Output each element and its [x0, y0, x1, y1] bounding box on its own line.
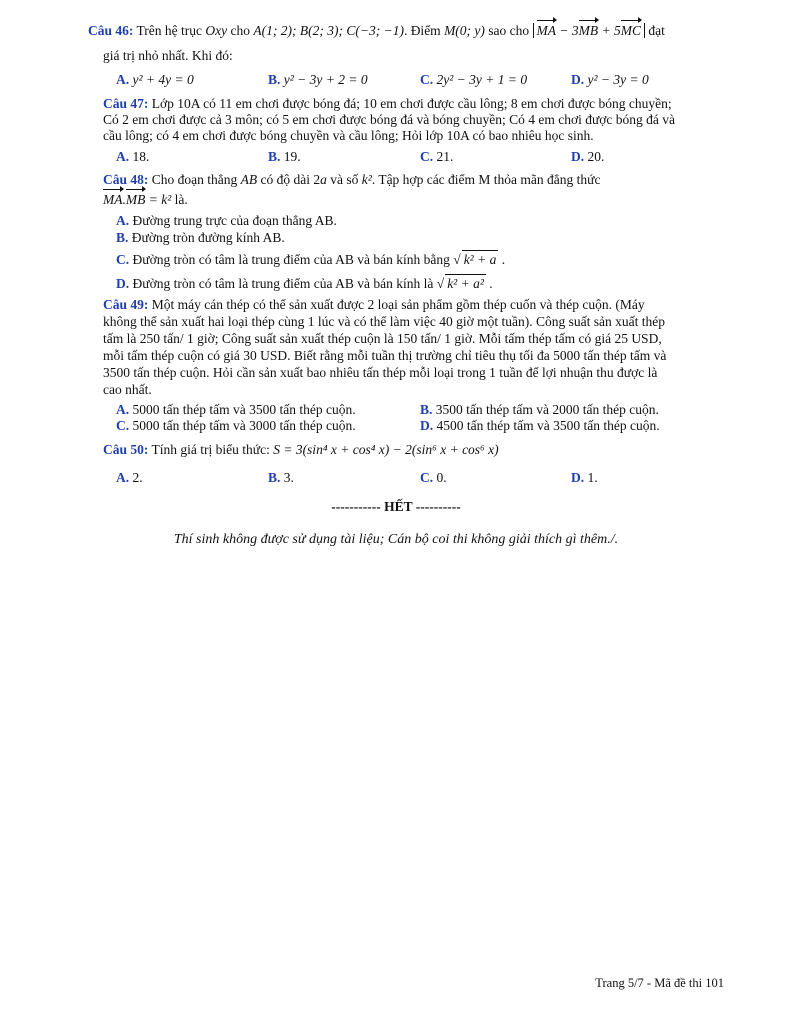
option-label: D.: [571, 149, 585, 164]
question-46-options: [116, 71, 716, 89]
points-formula: A(1; 2); B(2; 3); C(−3; −1): [253, 23, 404, 38]
option-label: A.: [116, 213, 130, 228]
question-text: có độ dài 2: [260, 172, 321, 187]
option-d[interactable]: [571, 469, 598, 486]
option-text: 19.: [283, 149, 301, 164]
vector-mb: MB: [578, 23, 599, 38]
option-text: 20.: [587, 149, 605, 164]
radicand: k² + a²: [447, 276, 484, 291]
option-label: A.: [116, 72, 130, 87]
option-label: B.: [420, 402, 433, 417]
equals-k2: = k²: [145, 192, 172, 207]
question-number: Câu 47:: [103, 96, 149, 111]
option-label: C.: [116, 252, 130, 267]
option-text: y² − 3y = 0: [587, 72, 649, 87]
question-49-line-6: cao nhất.: [103, 382, 152, 397]
option-a[interactable]: [116, 401, 356, 418]
question-number: Câu 49:: [103, 297, 149, 312]
option-d[interactable]: [571, 148, 604, 165]
option-text: 3500 tấn thép tấm và 2000 tấn thép cuộn.: [435, 402, 659, 417]
option-label: C.: [420, 72, 434, 87]
option-label: D.: [571, 470, 585, 485]
axes-label: Oxy: [205, 23, 228, 38]
option-text: 0.: [436, 470, 447, 485]
option-b[interactable]: [420, 401, 659, 418]
end-mark: ----------- HẾT ----------: [331, 499, 461, 514]
option-label: C.: [420, 470, 434, 485]
question-50-options: [116, 469, 716, 487]
option-text: y² − 3y + 2 = 0: [283, 72, 368, 87]
question-47-line-1: [103, 95, 725, 112]
option-label: B.: [116, 230, 129, 245]
vector-mc: MC: [620, 23, 642, 38]
option-text: Đường tròn đường kính AB.: [131, 230, 285, 245]
option-label: D.: [116, 276, 130, 291]
radicand: k² + a: [463, 252, 497, 267]
option-label: C.: [116, 418, 130, 433]
operator: − 3: [556, 23, 579, 38]
question-46-line-1: [88, 22, 728, 39]
option-label: D.: [571, 72, 585, 87]
option-b[interactable]: [268, 469, 294, 486]
option-a[interactable]: [116, 71, 194, 88]
option-label: B.: [268, 470, 281, 485]
option-d[interactable]: [571, 71, 649, 88]
option-text: 21.: [436, 149, 454, 164]
question-text: . Tập hợp các điểm M thỏa mãn đẳng thức: [371, 172, 601, 187]
option-b[interactable]: [268, 71, 368, 88]
question-47-options: [116, 148, 716, 166]
option-text: 18.: [132, 149, 150, 164]
option-label: B.: [268, 72, 281, 87]
question-49-options-row-2: [116, 417, 716, 435]
question-text: . Điểm: [403, 23, 441, 38]
option-text: Đường trung trực của đoạn thẳng AB.: [132, 213, 337, 228]
option-label: A.: [116, 470, 130, 485]
question-48-line-1: [103, 171, 725, 188]
option-label: A.: [116, 402, 130, 417]
question-number: Câu 46:: [88, 23, 134, 38]
option-text: y² + 4y = 0: [132, 72, 194, 87]
question-48-line-2: [103, 191, 725, 208]
option-a[interactable]: [116, 469, 143, 486]
option-text: 1.: [587, 470, 598, 485]
option-text: 5000 tấn thép tấm và 3000 tấn thép cuộn.: [132, 418, 356, 433]
operator: + 5: [598, 23, 621, 38]
question-number: Câu 50:: [103, 442, 149, 457]
question-number: Câu 48:: [103, 172, 149, 187]
vector-ma: MA: [536, 23, 557, 38]
question-49-line-5: 3500 tấn thép cuộn. Hỏi cần sản xuất bao nhiêu tấn thép mỗi loại trong 1 tuần để lợi nhuận thu được là: [103, 365, 658, 380]
question-49-line-2: không thể sản xuất hai loại thép cùng 1 lúc và có thể làm việc 40 giờ một tuần). Công suất sản xuất thép: [103, 314, 666, 329]
option-text: 2y² − 3y + 1 = 0: [436, 72, 528, 87]
option-a[interactable]: [116, 212, 738, 229]
option-label: C.: [420, 149, 434, 164]
question-text: sao cho: [488, 23, 530, 38]
question-text: và số: [330, 172, 359, 187]
option-b[interactable]: [268, 148, 301, 165]
option-text: Đường tròn có tâm là trung điểm của AB và bán kính là: [132, 276, 434, 291]
option-text: 3.: [283, 470, 294, 485]
question-47-line-2: Có 2 em chơi được cả 3 môn; có 5 em chơi được bóng đá và bóng chuyền; Có 4 em chơi được bóng đá và: [103, 112, 676, 127]
option-b[interactable]: [116, 229, 738, 246]
question-47-line-3: cầu lông; có 4 em chơi được bóng chuyền và cầu lông; Hỏi lớp 10A có bao nhiêu học sinh.: [103, 128, 594, 143]
sqrt-expression: √ k² + a²: [436, 276, 484, 291]
option-text: 2.: [132, 470, 143, 485]
segment-label: AB: [240, 172, 258, 187]
question-text: Tính giá trị biểu thức:: [151, 442, 270, 457]
option-c[interactable]: [420, 148, 453, 165]
question-text: Cho đoạn thẳng: [151, 172, 238, 187]
option-c[interactable]: [420, 71, 527, 88]
question-text: Lớp 10A có 11 em chơi được bóng đá; 10 em chơi được cầu lông; 8 em chơi được bóng chuyền;: [151, 96, 672, 111]
exam-notice: Thí sinh không được sử dụng tài liệu; Cán bộ coi thi không giải thích gì thêm./.: [173, 532, 619, 547]
page-footer: Trang 5/7 - Mã đề thi 101: [595, 976, 724, 990]
option-a[interactable]: [116, 148, 149, 165]
question-text: là.: [174, 192, 188, 207]
question-text: Một máy cán thép có thể sản xuất được 2 loại sản phẩm gồm thép cuốn và thép cuộn. (Máy: [151, 297, 645, 312]
vector-abs-expression: [533, 23, 646, 38]
question-49-line-4: mỗi tấm thép cuộn có giá 30 USD. Biết rằng mỗi tuần thị trường chỉ tiêu thụ tối đa 5000 tấn thép tấm và: [103, 348, 667, 363]
option-c[interactable]: C. Đường tròn có tâm là trung điểm của AB và bán kính bằng √ k² + a .: [116, 252, 506, 267]
option-d[interactable]: D. Đường tròn có tâm là trung điểm của AB và bán kính là √ k² + a² .: [116, 276, 493, 291]
question-text: đạt: [648, 23, 665, 38]
question-text: cho: [230, 23, 251, 38]
question-50: [103, 441, 725, 458]
question-46-line-2: giá trị nhỏ nhất. Khi đó:: [103, 48, 233, 63]
option-label: D.: [420, 418, 434, 433]
sqrt-expression: √ k² + a: [453, 252, 497, 267]
k-squared: k²: [361, 172, 372, 187]
option-label: B.: [268, 149, 281, 164]
option-c[interactable]: [420, 469, 447, 486]
question-49-line-3: tấm là 250 tấn/ 1 giờ; Công suất sản xuất thép cuộn là 150 tấn/ 1 giờ. Mỗi tấm thép tấm có giá 25 USD,: [103, 331, 662, 346]
vector-mb: MB: [125, 192, 146, 207]
option-label: A.: [116, 149, 130, 164]
option-text: 4500 tấn thép tấm và 3500 tấn thép cuộn.: [436, 418, 660, 433]
variable-a: a: [320, 172, 327, 187]
dot-product-expression: MA.MB = k²: [103, 192, 172, 207]
option-text: Đường tròn có tâm là trung điểm của AB và bán kính bằng: [132, 252, 450, 267]
question-49-line-1: [103, 296, 725, 313]
formula: S = 3(sin⁴ x + cos⁴ x) − 2(sin⁶ x + cos⁶ x): [273, 442, 499, 457]
option-text: 5000 tấn thép tấm và 3500 tấn thép cuộn.: [132, 402, 356, 417]
point-m-formula: M(0; y): [444, 23, 485, 38]
vector-ma: MA: [103, 192, 123, 207]
option-c[interactable]: [116, 417, 356, 434]
question-text: Trên hệ trục: [136, 23, 203, 38]
option-d[interactable]: [420, 417, 660, 434]
